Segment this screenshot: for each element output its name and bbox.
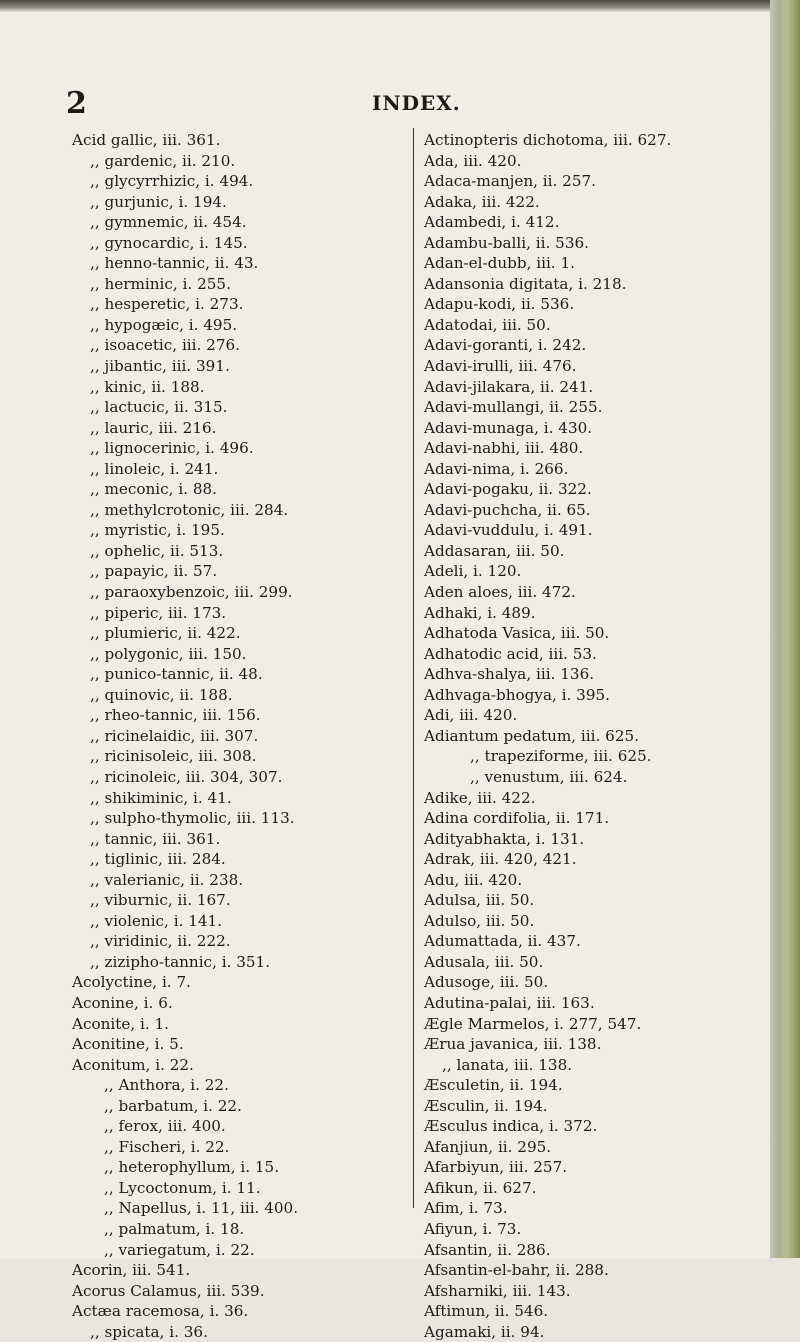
index-entry: ,, valerianic, ii. 238. xyxy=(90,870,244,889)
index-entry: Adulso, iii. 50. xyxy=(424,911,535,930)
index-entry: ,, linoleic, i. 241. xyxy=(90,459,219,478)
index-entry: ,, lauric, iii. 216. xyxy=(90,418,217,437)
index-entry: ,, lignocerinic, i. 496. xyxy=(90,439,254,458)
index-entry: ,, myristic, i. 195. xyxy=(90,521,225,540)
index-entry: ,, hypogæic, i. 495. xyxy=(90,315,238,334)
index-entry: Adavi-vuddulu, i. 491. xyxy=(424,521,593,540)
index-entry: Afim, i. 73. xyxy=(424,1199,508,1218)
page-spine-edge xyxy=(770,0,800,1258)
index-entry: Adan-el-dubb, iii. 1. xyxy=(424,254,575,273)
index-entry: ,, ophelic, ii. 513. xyxy=(90,541,224,560)
index-entry: Æsculetin, ii. 194. xyxy=(424,1076,563,1095)
running-head: INDEX. xyxy=(372,91,461,115)
index-entry: ,, gymnemic, ii. 454. xyxy=(90,213,247,232)
index-entry: Adhatodic acid, iii. 53. xyxy=(424,644,597,663)
index-entry: ,, zizipho-tannic, i. 351. xyxy=(90,952,271,971)
index-entry: ,, lactucic, ii. 315. xyxy=(90,398,228,417)
index-entry: Adatodai, iii. 50. xyxy=(424,315,551,334)
index-entry: ,, ricinoleic, iii. 304, 307. xyxy=(90,767,283,786)
index-entry: ,, gardenic, ii. 210. xyxy=(90,151,236,170)
index-entry: Adrak, iii. 420, 421. xyxy=(424,850,577,869)
index-entry: Adaca-manjen, ii. 257. xyxy=(424,172,596,191)
index-entry: Æsculus indica, i. 372. xyxy=(424,1117,598,1136)
index-entry: Actæa racemosa, i. 36. xyxy=(72,1302,249,1321)
index-entry: Ærua javanica, iii. 138. xyxy=(424,1035,602,1054)
index-entry: Afiyun, i. 73. xyxy=(424,1219,522,1238)
index-entry: Adavi-goranti, i. 242. xyxy=(424,336,587,355)
index-entry: ,, meconic, i. 88. xyxy=(90,480,217,499)
index-entry: Aftimun, ii. 546. xyxy=(424,1302,549,1321)
index-entry: Adulsa, iii. 50. xyxy=(424,891,535,910)
index-entry: Aconitine, i. 5. xyxy=(72,1035,184,1054)
index-entry: Afarbiyun, iii. 257. xyxy=(424,1158,568,1177)
scan-top-edge xyxy=(0,0,800,12)
index-entry: ,, Fischeri, i. 22. xyxy=(104,1137,230,1156)
index-entry: Adu, iii. 420. xyxy=(424,870,523,889)
index-entry: Adiantum pedatum, iii. 625. xyxy=(424,726,639,745)
index-entry: Adavi-munaga, i. 430. xyxy=(424,418,593,437)
index-entry: ,, kinic, ii. 188. xyxy=(90,377,205,396)
index-entry: Acorin, iii. 541. xyxy=(72,1261,191,1280)
index-entry: ,, glycyrrhizic, i. 494. xyxy=(90,172,254,191)
index-entry: ,, isoacetic, iii. 276. xyxy=(90,336,240,355)
index-entry: ,, ricinisoleic, iii. 308. xyxy=(90,747,257,766)
index-entry: Adambu-balli, ii. 536. xyxy=(424,233,589,252)
index-entry: Adhatoda Vasica, iii. 50. xyxy=(424,624,610,643)
index-entry: Aconite, i. 1. xyxy=(72,1014,170,1033)
index-entry: Adhaki, i. 489. xyxy=(424,603,536,622)
index-entry: ,, violenic, i. 141. xyxy=(90,911,223,930)
index-entry: Agamaki, ii. 94. xyxy=(424,1322,545,1341)
index-entry: Acolyctine, i. 7. xyxy=(72,973,191,992)
index-entry: Aden aloes, iii. 472. xyxy=(424,583,576,602)
index-entry: ,, piperic, iii. 173. xyxy=(90,603,227,622)
index-entry: ,, polygonic, iii. 150. xyxy=(90,644,247,663)
index-entry: Adavi-mullangi, ii. 255. xyxy=(424,398,603,417)
index-entry: Acorus Calamus, iii. 539. xyxy=(72,1281,265,1300)
index-entry: ,, ricinelaidic, iii. 307. xyxy=(90,726,259,745)
index-entry: ,, variegatum, i. 22. xyxy=(104,1240,255,1259)
index-entry: ,, lanata, iii. 138. xyxy=(442,1055,573,1074)
index-entry: Adavi-irulli, iii. 476. xyxy=(424,357,577,376)
index-entry: Adaka, iii. 422. xyxy=(424,192,540,211)
index-entry: Addasaran, iii. 50. xyxy=(424,541,565,560)
index-entry: Adumattada, ii. 437. xyxy=(424,932,581,951)
index-entry: ,, plumieric, ii. 422. xyxy=(90,624,241,643)
index-entry: Aconine, i. 6. xyxy=(72,993,173,1012)
index-entry: Adavi-jilakara, ii. 241. xyxy=(424,377,594,396)
index-entry: Adhvaga-bhogya, i. 395. xyxy=(424,685,611,704)
index-entry: ,, venustum, iii. 624. xyxy=(470,767,628,786)
index-entry: Afikun, ii. 627. xyxy=(424,1178,537,1197)
index-entry: Adavi-pogaku, ii. 322. xyxy=(424,480,592,499)
index-entry: Afsantin, ii. 286. xyxy=(424,1240,551,1259)
index-entry: Adina cordifolia, ii. 171. xyxy=(424,809,610,828)
index-entry: Afanjiun, ii. 295. xyxy=(424,1137,552,1156)
index-entry: ,, punico-tannic, ii. 48. xyxy=(90,665,263,684)
index-entry: Adavi-nima, i. 266. xyxy=(424,459,569,478)
index-entry: Adusoge, iii. 50. xyxy=(424,973,549,992)
index-entry: Adambedi, i. 412. xyxy=(424,213,560,232)
index-entry: Acid gallic, iii. 361. xyxy=(72,131,221,149)
index-entry: ,, herminic, i. 255. xyxy=(90,274,231,293)
index-entry: ,, trapeziforme, iii. 625. xyxy=(470,747,652,766)
index-entry: Adutina-palai, iii. 163. xyxy=(424,993,595,1012)
index-entry: ,, heterophyllum, i. 15. xyxy=(104,1158,280,1177)
index-entry: ,, gurjunic, i. 194. xyxy=(90,192,227,211)
index-column-left xyxy=(72,130,382,1342)
index-entry: Adhva-shalya, iii. 136. xyxy=(424,665,595,684)
page-number: 2 xyxy=(66,86,88,121)
index-entry: Adike, iii. 422. xyxy=(424,788,536,807)
index-entry: Ægle Marmelos, i. 277, 547. xyxy=(424,1014,642,1033)
index-entry: ,, barbatum, i. 22. xyxy=(104,1096,242,1115)
index-entry: Adityabhakta, i. 131. xyxy=(424,829,585,848)
index-entry: Æsculin, ii. 194. xyxy=(424,1096,548,1115)
index-entry: ,, papayic, ii. 57. xyxy=(90,562,218,581)
index-entry: ,, viridinic, ii. 222. xyxy=(90,932,231,951)
index-entry: Afsantin-el-bahr, ii. 288. xyxy=(424,1261,609,1280)
index-entry: ,, methylcrotonic, iii. 284. xyxy=(90,500,289,519)
index-entry: Afsharniki, iii. 143. xyxy=(424,1281,571,1300)
index-entry: ,, jibantic, iii. 391. xyxy=(90,357,230,376)
index-entry: Actinopteris dichotoma, iii. 627. xyxy=(424,131,672,149)
index-entry: ,, palmatum, i. 18. xyxy=(104,1219,245,1238)
index-entry: ,, sulpho-thymolic, iii. 113. xyxy=(90,809,295,828)
index-column-right xyxy=(424,130,764,1342)
index-entry: Ada, iii. 420. xyxy=(424,151,522,170)
index-entry: ,, Napellus, i. 11, iii. 400. xyxy=(104,1199,299,1218)
index-entry: Adansonia digitata, i. 218. xyxy=(424,274,627,293)
index-entry: ,, hesperetic, i. 273. xyxy=(90,295,244,314)
index-entry: Adavi-puchcha, ii. 65. xyxy=(424,500,591,519)
index-entry: ,, shikiminic, i. 41. xyxy=(90,788,232,807)
index-entry: Adavi-nabhi, iii. 480. xyxy=(424,439,584,458)
index-entry: ,, paraoxybenzoic, iii. 299. xyxy=(90,583,293,602)
index-entry: ,, quinovic, ii. 188. xyxy=(90,685,233,704)
index-entry: ,, tannic, iii. 361. xyxy=(90,829,221,848)
index-entry: Adeli, i. 120. xyxy=(424,562,522,581)
index-entry: Adusala, iii. 50. xyxy=(424,952,544,971)
index-entry: ,, gynocardic, i. 145. xyxy=(90,233,248,252)
index-entry: ,, rheo-tannic, iii. 156. xyxy=(90,706,261,725)
index-entry: Adapu-kodi, ii. 536. xyxy=(424,295,575,314)
index-entry: ,, tiglinic, iii. 284. xyxy=(90,850,226,869)
index-entry: Aconitum, i. 22. xyxy=(72,1055,194,1074)
index-entry: ,, spicata, i. 36. xyxy=(90,1322,208,1341)
index-entry: ,, Anthora, i. 22. xyxy=(104,1076,229,1095)
column-divider xyxy=(413,128,414,1208)
index-entry: Adi, iii. 420. xyxy=(424,706,518,725)
index-entry: ,, Lycoctonum, i. 11. xyxy=(104,1178,261,1197)
index-entry: ,, ferox, iii. 400. xyxy=(104,1117,226,1136)
index-entry: ,, henno-tannic, ii. 43. xyxy=(90,254,259,273)
index-entry: ,, viburnic, ii. 167. xyxy=(90,891,231,910)
